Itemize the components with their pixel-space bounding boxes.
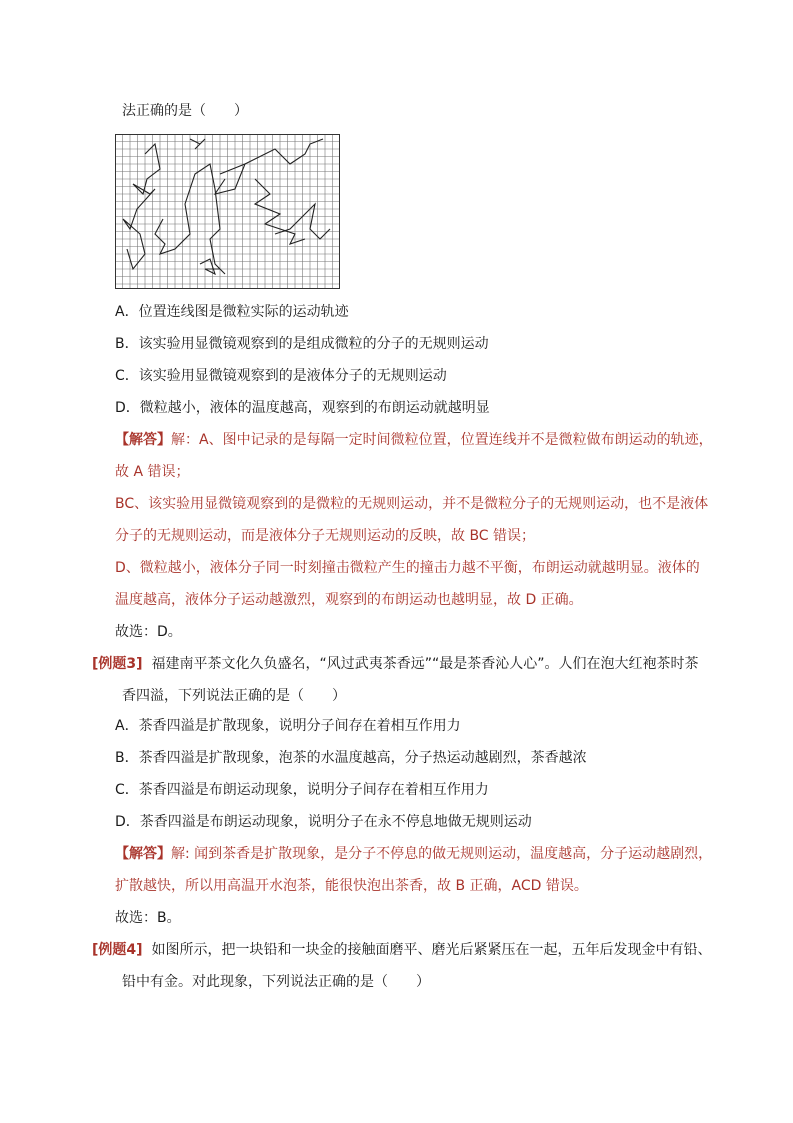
q3-stem-line-1 <box>92 654 698 674</box>
q4-label: [例题4] <box>92 942 143 958</box>
particle-track-4 <box>245 139 323 164</box>
q3-answer-tag: 【解答】 <box>115 846 171 862</box>
question-stem-tail: 法正确的是（ ） <box>122 103 248 119</box>
q3-option-c: C．茶香四溢是布朗运动现象，说明分子间存在着相互作用力 <box>115 782 489 798</box>
q3-option-b: B．茶香四溢是扩散现象，泡茶的水温度越高，分子热运动越剧烈，茶香越浓 <box>115 750 587 766</box>
q3-option-a: A．茶香四溢是扩散现象，说明分子间存在着相互作用力 <box>115 718 461 734</box>
q4-stem-text-1: 如图所示，把一块铅和一块金的接触面磨平、磨光后紧紧压在一起，五年后发现金中有铅、 <box>151 942 712 958</box>
q3-answer-line-2: 扩散越快，所以用高温开水泡茶，能很快泡出茶香，故 B 正确，ACD 错误。 <box>115 878 588 894</box>
q3-choose: 故选：B。 <box>115 910 181 926</box>
q3-option-d: D．茶香四溢是布朗运动现象，说明分子在永不停息地做无规则运动 <box>115 814 532 830</box>
q2-answer-line-5: D、微粒越小，液体分子同一时刻撞击微粒产生的撞击力越不平衡，布朗运动就越明显。液体的 <box>115 560 700 576</box>
q3-label: [例题3] <box>92 656 143 672</box>
q3-answer-line-1 <box>115 844 712 864</box>
q2-answer-line-2: 故 A 错误； <box>115 464 190 480</box>
q4-stem-line-2: 铅中有金。对此现象，下列说法正确的是（ ） <box>122 974 430 990</box>
q2-answer-line-6: 温度越高，液体分子运动越激烈，观察到的布朗运动也越明显，故 D 正确。 <box>115 592 583 608</box>
q2-option-b: B．该实验用显微镜观察到的是组成微粒的分子的无规则运动 <box>115 336 489 352</box>
particle-track-1 <box>123 144 160 269</box>
q2-answer-line-3: BC、该实验用显微镜观察到的是微粒的无规则运动，并不是微粒分子的无规则运动，也不是液体 <box>115 496 709 512</box>
brownian-motion-figure <box>115 134 340 289</box>
q2-answer-tag: 【解答】 <box>115 432 171 448</box>
q2-answer-line-4: 分子的无规则运动，而是液体分子无规则运动的反映，故 BC 错误； <box>115 528 536 544</box>
q2-option-a: A．位置连线图是微粒实际的运动轨迹 <box>115 304 349 320</box>
q2-option-d: D．微粒越小，液体的温度越高，观察到的布朗运动就越明显 <box>115 400 490 416</box>
q2-answer-line-1 <box>115 430 713 450</box>
q4-stem-line-1 <box>92 940 711 960</box>
q2-choose: 故选：D。 <box>115 624 182 640</box>
q2-answer-text-1: 解：A、图中记录的是每隔一定时间微粒位置，位置连线并不是微粒做布朗运动的轨迹， <box>171 432 713 448</box>
q3-stem-line-2: 香四溢，下列说法正确的是（ ） <box>122 688 346 704</box>
q3-stem-text-1: 福建南平茶文化久负盛名，“风过武夷茶香远”“最是茶香沁人心”。人们在泡大红袍茶时茶 <box>151 656 699 672</box>
q2-option-c: C．该实验用显微镜观察到的是液体分子的无规则运动 <box>115 368 447 384</box>
q3-answer-text-1: 解: 闻到茶香是扩散现象，是分子不停息的做无规则运动，温度越高，分子运动越剧烈， <box>171 846 713 862</box>
